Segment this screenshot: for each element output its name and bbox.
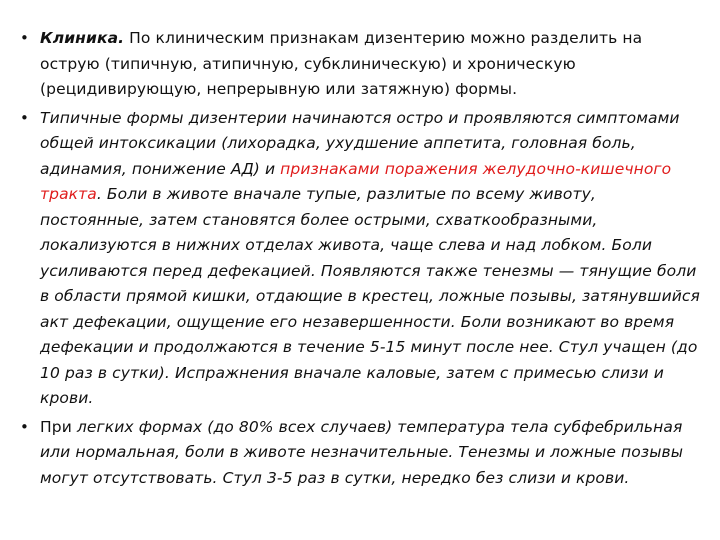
clinic-text: По клиническим признакам дизентерию можно разделить на острую (типичную, атипичную, субклиническую) и хроническую (рецидивирующую, непрерывную или затяжную) формы.	[40, 29, 643, 98]
typical-forms-text-after: . Боли в животе вначале тупые, разлитые по всему животу, постоянные, затем становятся более острыми, схваткообразными, локализуются в нижних отделах живота, чаще слева и над лобком. Боли усиливаются перед дефекацией. Появляются также тенезмы — тянущие боли в области прямой кишки, отдающие в крестец, ложные позывы, затянувшийся акт дефекации, ощущение его незавершенности. Боли возникают во время дефекации и продолжаются в течение 5-15 минут после нее. Стул учащен (до 10 раз в сутки). Испражнения вначале каловые, затем с примесью слизи и крови.	[40, 185, 700, 407]
bullet-item-clinic	[18, 26, 702, 103]
bullet-marker: •	[20, 417, 29, 436]
bullet-marker: •	[20, 29, 29, 47]
bullet-item-typical-forms	[18, 106, 702, 412]
bullet-item-mild-forms	[18, 415, 702, 492]
mild-forms-lead: При	[40, 417, 77, 436]
slide-content	[18, 26, 702, 494]
typical-forms-text-before: Типичные формы дизентерии начинаются остро и проявляются симптомами общей интоксикации (лихорадка, ухудшение аппетита, головная боль, адинамия, понижение АД) и	[40, 108, 680, 178]
gi-tract-highlight: признаками поражения желудочно-кишечного тракта	[40, 159, 672, 203]
bullet-marker: •	[20, 108, 29, 127]
mild-forms-text: легких формах (до 80% всех случаев) температура тела субфебрильная или нормальная, боли в животе незначительные. Тенезмы и ложные позывы могут отсутствовать. Стул 3-5 раз в сутки, нередко без слизи и крови.	[40, 417, 684, 487]
clinic-term: Клиника.	[40, 29, 125, 47]
